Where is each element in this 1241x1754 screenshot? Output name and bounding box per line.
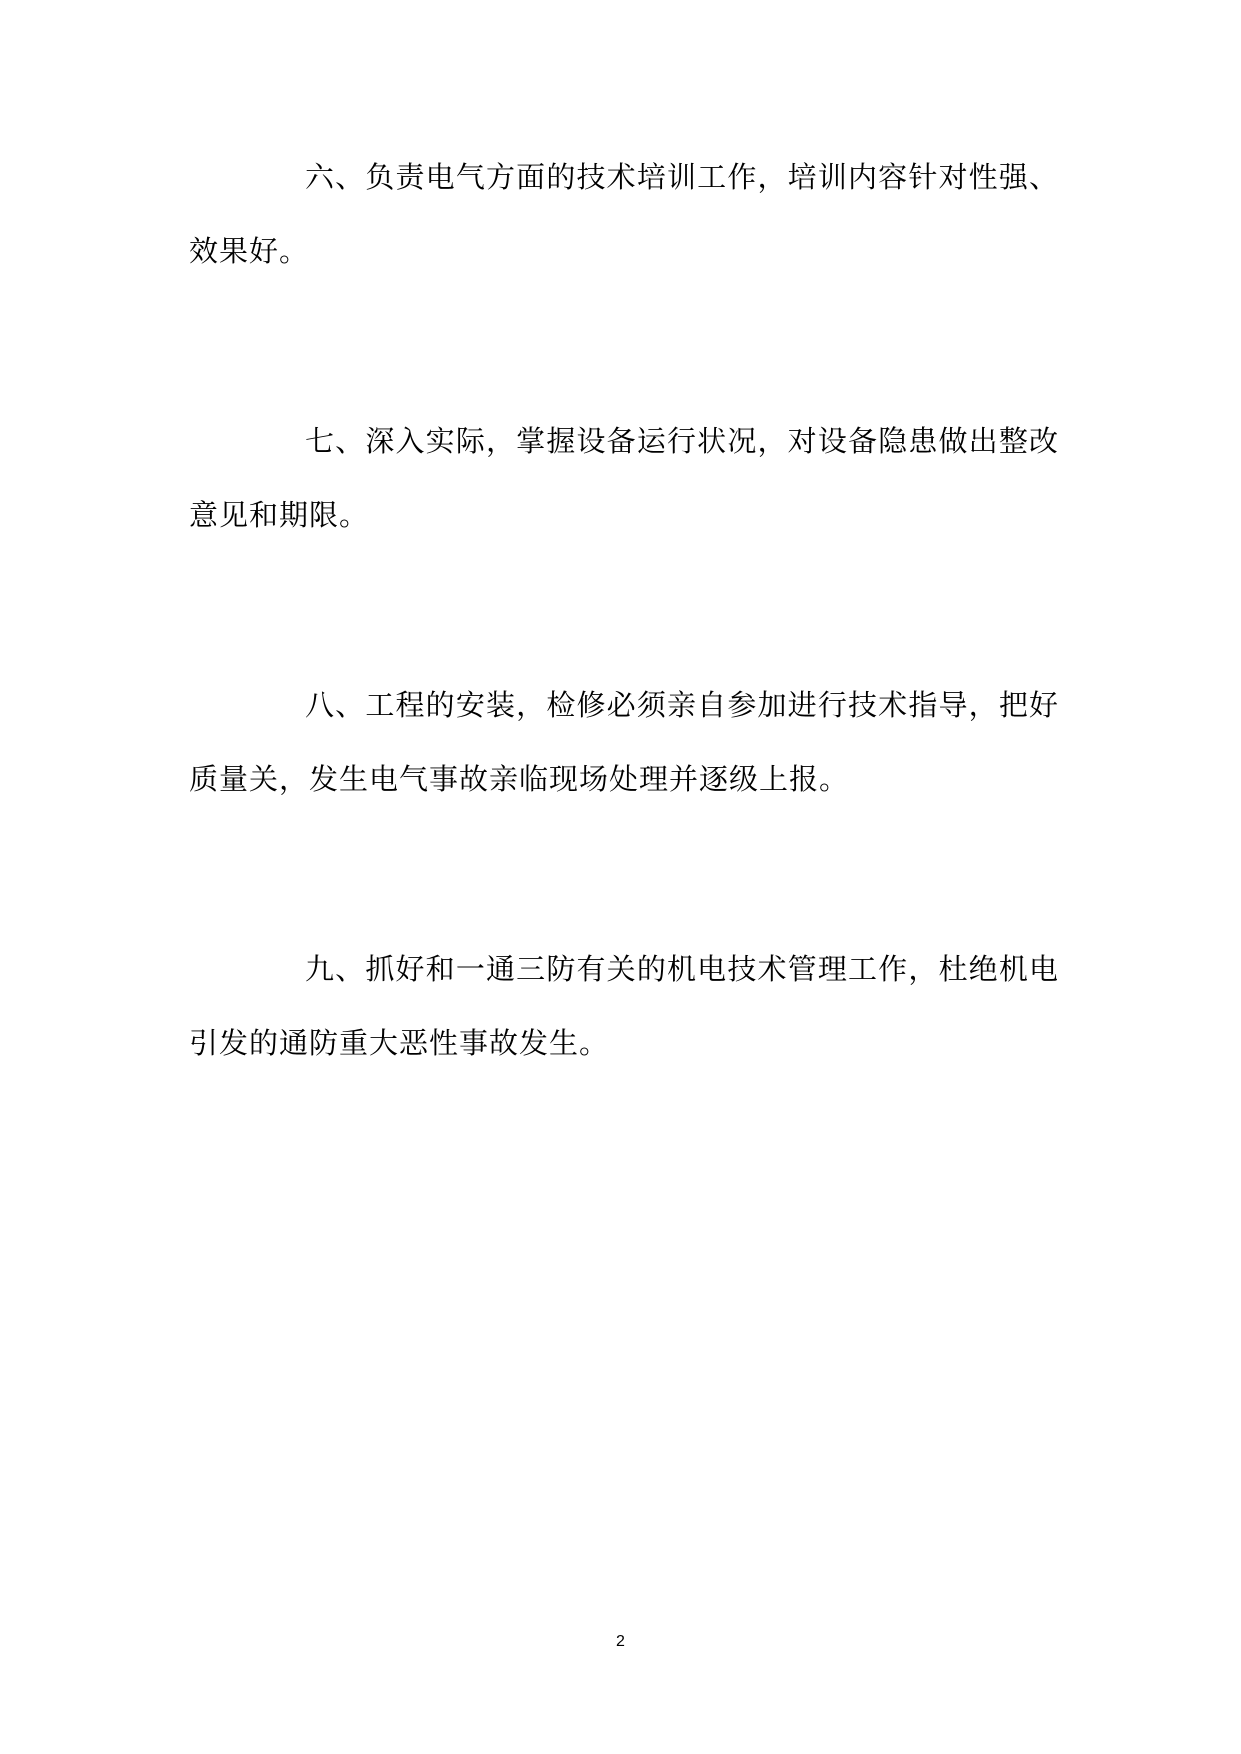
- paragraph-7: 七、深入实际，掌握设备运行状况，对设备隐患做出整改意见和期限。: [189, 424, 1059, 532]
- page-number: 2: [616, 1633, 625, 1650]
- body-text: [189, 140, 1059, 1196]
- paragraph-8: 八、工程的安装，检修必须亲自参加进行技术指导，把好质量关，发生电气事故亲临现场处理并逐级上报。: [189, 688, 1059, 796]
- paragraph-6: 六、负责电气方面的技术培训工作，培训内容针对性强、效果好。: [189, 160, 1059, 268]
- paragraph-9: 九、抓好和一通三防有关的机电技术管理工作，杜绝机电引发的通防重大恶性事故发生。: [189, 952, 1059, 1060]
